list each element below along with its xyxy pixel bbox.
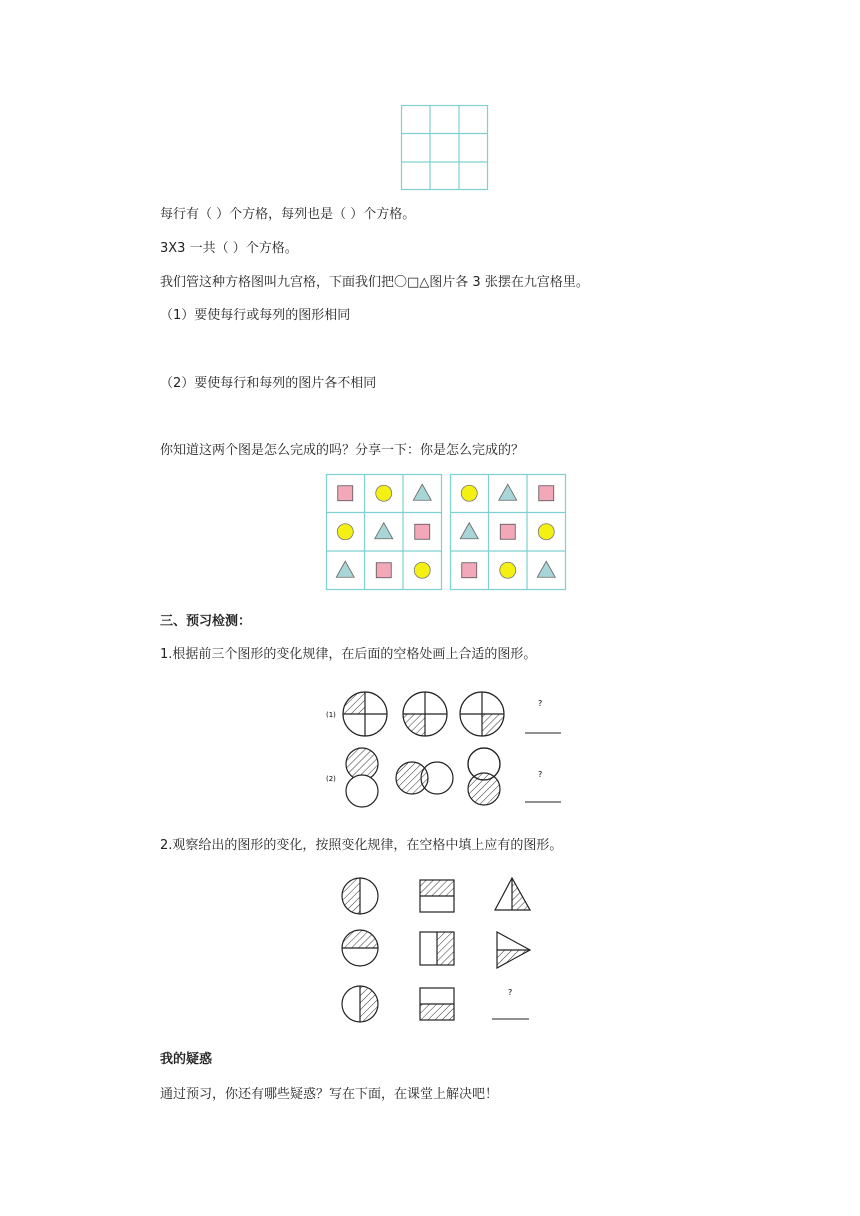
section-heading: 三、预习检测： [160, 614, 252, 629]
left-grid-triangle-r1c3 [413, 484, 431, 500]
q2-r1-square [420, 880, 454, 912]
q2-r1-circle [342, 878, 378, 914]
left-grid-square-r1c1 [338, 486, 353, 501]
doubts-heading: 我的疑惑 [160, 1052, 213, 1067]
q1-row1-label: (1) [326, 711, 336, 719]
right-grid-triangle-r3c3 [537, 561, 555, 577]
right-grid-square-r1c3 [539, 486, 554, 501]
question-total: 3X3 一共（ ）个方格。 [160, 241, 298, 256]
q1-r1-circle-2 [403, 692, 447, 736]
left-grid-triangle-r3c1 [336, 561, 354, 577]
right-grid-triangle-r1c2 [499, 484, 517, 500]
q1-r2-pair-2 [396, 762, 453, 794]
q1-row2-label: (2) [326, 775, 336, 783]
colored-nine-grid-left [326, 474, 442, 590]
left-grid-circle-r2c1 [337, 524, 353, 540]
right-grid-circle-r3c2 [500, 562, 516, 578]
left-grid-circle-r3c3 [414, 562, 430, 578]
right-grid-square-r2c2 [500, 524, 515, 539]
question-rows-cols: 每行有（ ）个方格，每列也是（ ）个方格。 [160, 207, 416, 222]
task-2: （2）要使每行和每列的图片各不相同 [160, 376, 377, 391]
question-1-figures [320, 688, 580, 813]
q1-r2-pair-1 [346, 748, 378, 807]
q2-r2-square [420, 932, 454, 965]
q2-r3-square [420, 988, 454, 1020]
doubts-text: 通过预习，你还有哪些疑惑？写在下面，在课堂上解决吧！ [160, 1087, 499, 1102]
q2-r1-triangle [495, 878, 530, 910]
q1-r1-circle-1 [343, 692, 387, 736]
intro-nine-grid: 我们管这种方格图叫九宫格，下面我们把〇□△图片各 3 张摆在九宫格里。 [160, 275, 589, 290]
question-1-text: 1.根据前三个图形的变化规律，在后面的空格处画上合适的图形。 [160, 647, 537, 662]
right-grid-triangle-r2c1 [460, 523, 478, 539]
question-2-figures [330, 870, 550, 1030]
q1-r1-circle-3 [460, 692, 504, 736]
right-grid-square-r3c1 [462, 563, 477, 578]
q1-r1-question-mark: ? [538, 699, 543, 708]
share-question: 你知道这两个图是怎么完成的吗？分享一下：你是怎么完成的？ [160, 443, 525, 458]
left-grid-square-r3c2 [376, 563, 391, 578]
q1-r2-question-mark: ? [538, 770, 543, 779]
colored-nine-grid-right [450, 474, 566, 590]
left-grid-square-r2c3 [415, 524, 430, 539]
right-grid-circle-r2c3 [538, 524, 554, 540]
task-1: （1）要使每行或每列的图形相同 [160, 308, 351, 323]
q2-r2-triangle [497, 932, 530, 968]
right-grid-circle-r1c1 [461, 485, 477, 501]
q2-r3-question-mark: ? [508, 988, 513, 997]
q2-r3-circle [342, 986, 378, 1022]
left-grid-circle-r1c2 [376, 485, 392, 501]
question-2-text: 2.观察给出的图形的变化，按照变化规律，在空格中填上应有的图形。 [160, 838, 563, 853]
empty-nine-grid [401, 105, 489, 191]
left-grid-triangle-r2c2 [375, 523, 393, 539]
q1-r2-pair-3 [468, 748, 500, 805]
q2-r2-circle [342, 930, 378, 966]
